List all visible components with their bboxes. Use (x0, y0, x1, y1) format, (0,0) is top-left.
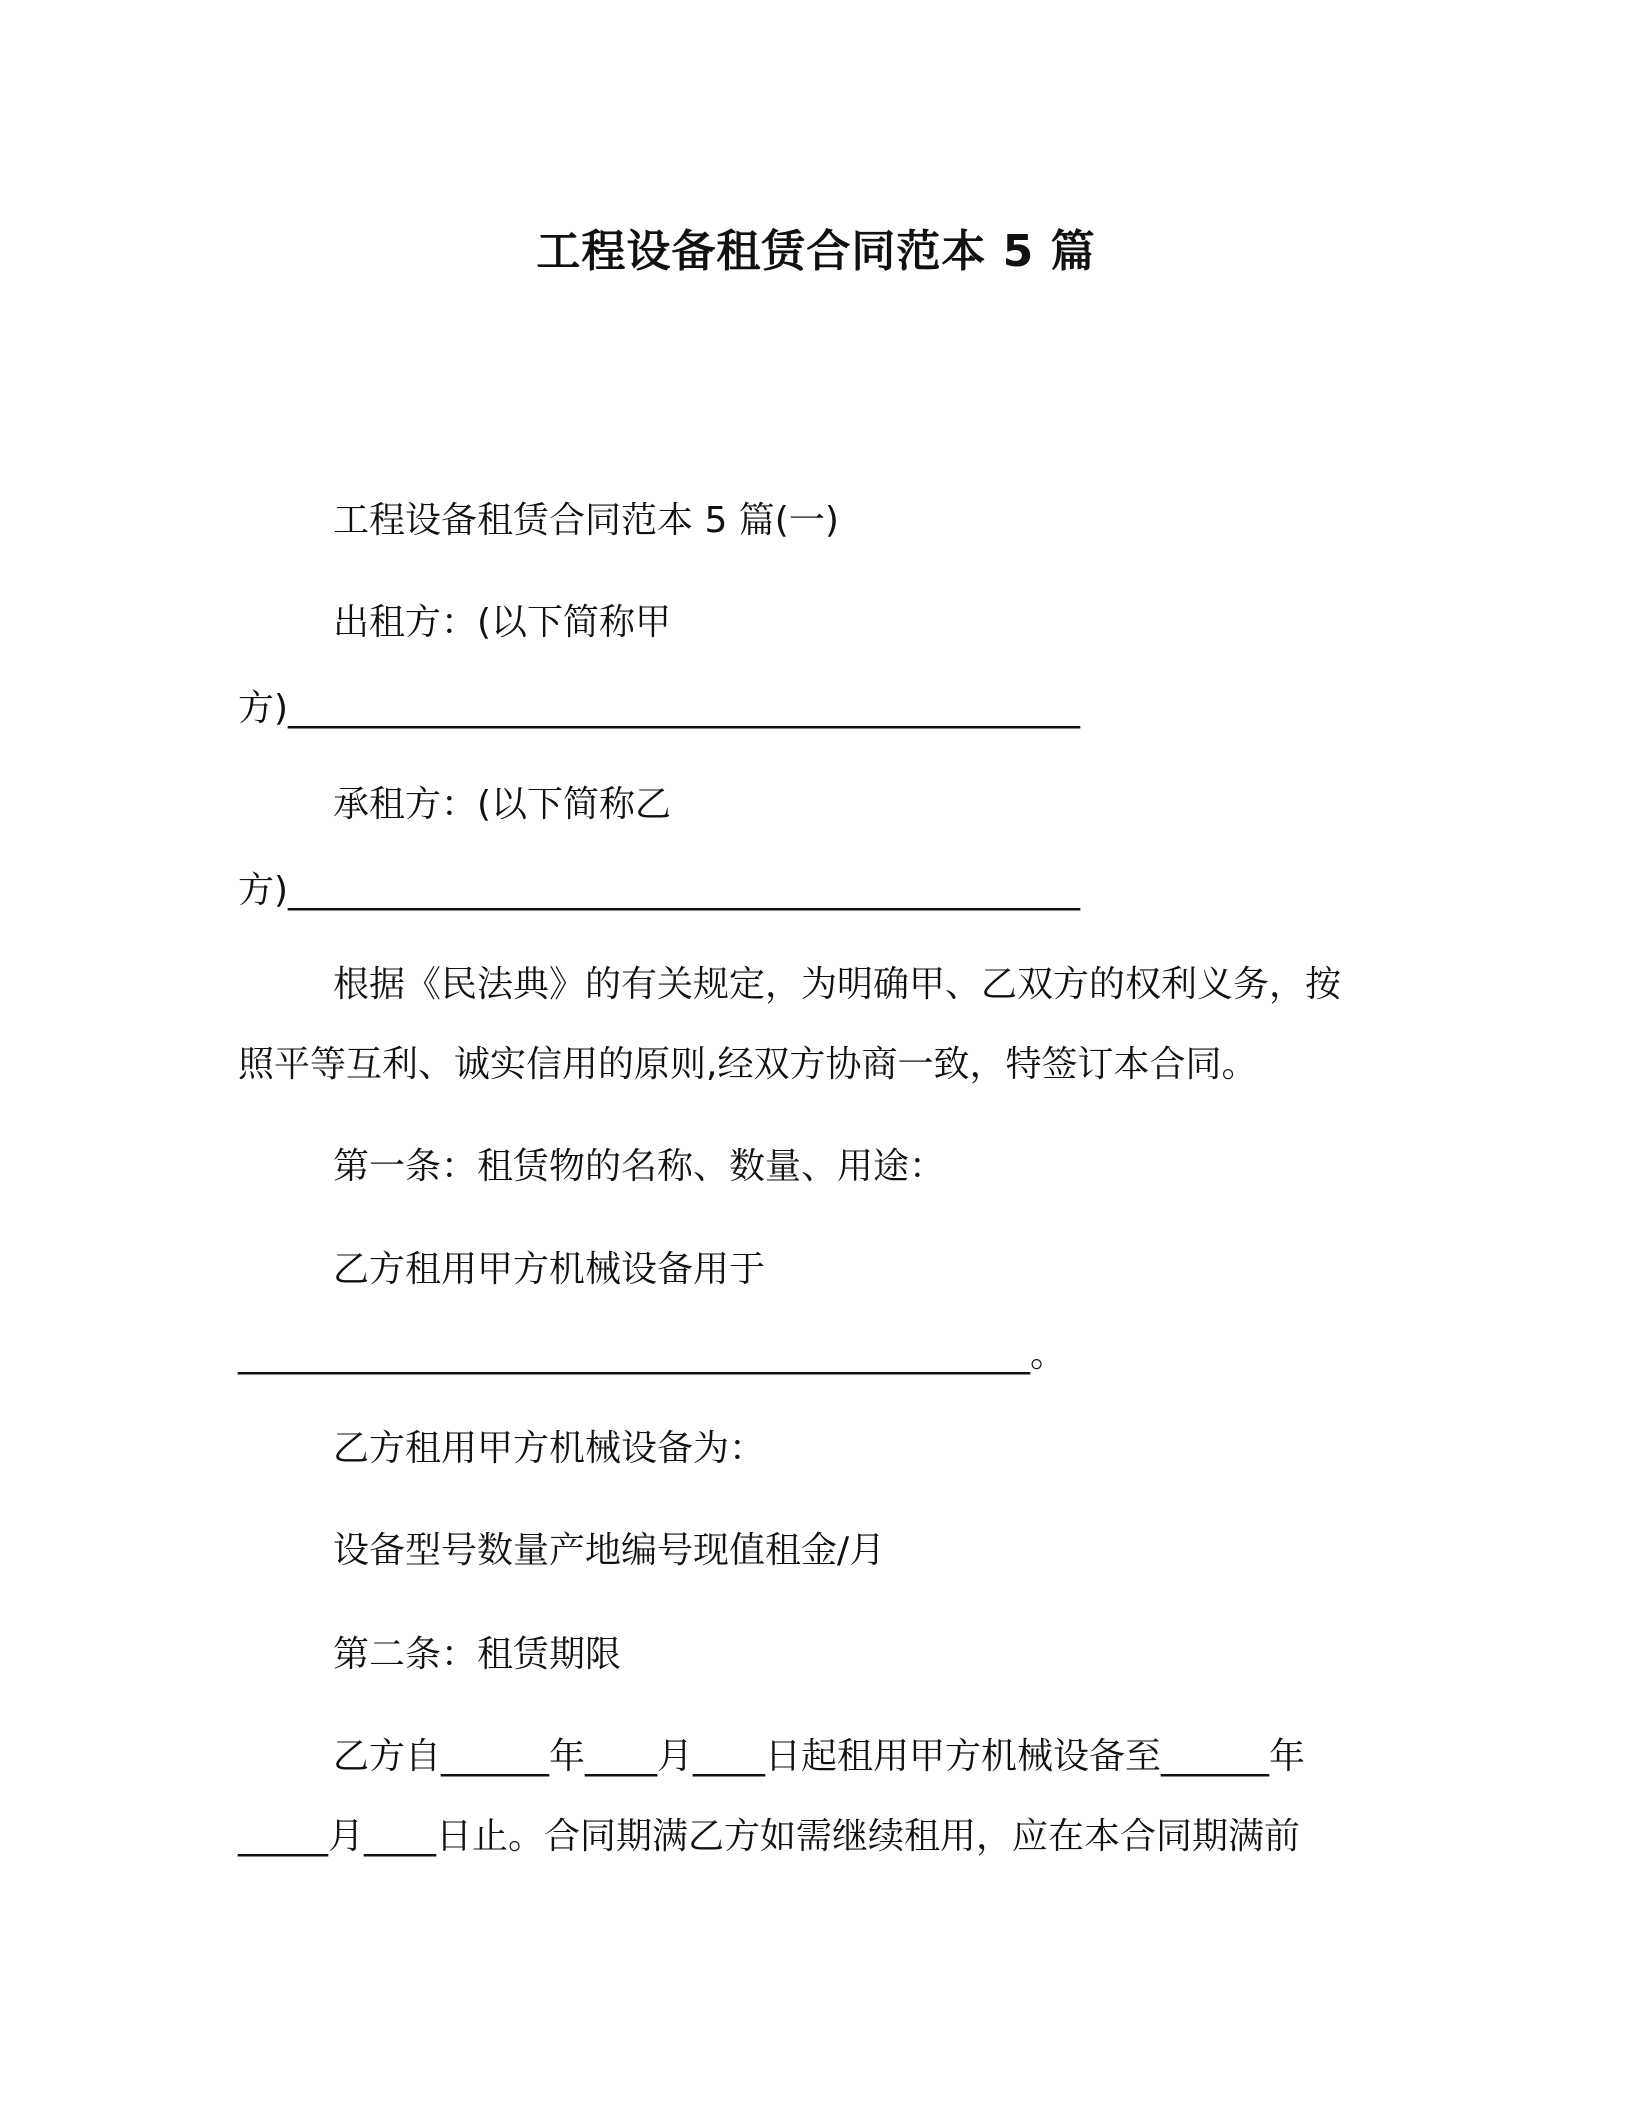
lessee-blank-line: 方)____________________________________________ (238, 870, 1081, 911)
document-title: 工程设备租赁合同范本 5 篇 (536, 226, 1096, 277)
preamble-line-1: 根据《民法典》的有关规定，为明确甲、乙双方的权利义务，按 (333, 964, 1342, 1005)
lessor-label: 出租方：(以下简称甲 (333, 602, 672, 643)
lessor-blank-line: 方)____________________________________________ (238, 688, 1081, 729)
equipment-columns: 设备型号数量产地编号现值租金/月 (333, 1530, 886, 1571)
usage-blank-line: ____________________________________________。 (238, 1334, 1066, 1375)
section-heading: 工程设备租赁合同范本 5 篇(一) (333, 500, 839, 541)
preamble-line-2: 照平等互利、诚实信用的原则,经双方协商一致，特签订本合同。 (238, 1044, 1258, 1085)
article-2-heading: 第二条：租赁期限 (333, 1634, 622, 1675)
term-line-1: 乙方自______年____月____日起租用甲方机械设备至______年 (333, 1736, 1306, 1777)
usage-line: 乙方租用甲方机械设备用于 (333, 1249, 766, 1290)
article-1-heading: 第一条：租赁物的名称、数量、用途： (333, 1146, 946, 1187)
equipment-intro: 乙方租用甲方机械设备为： (333, 1428, 766, 1469)
term-line-2: _____月____日止。合同期满乙方如需继续租用，应在本合同期满前 (238, 1816, 1301, 1857)
lessee-label: 承租方：(以下简称乙 (333, 784, 672, 825)
